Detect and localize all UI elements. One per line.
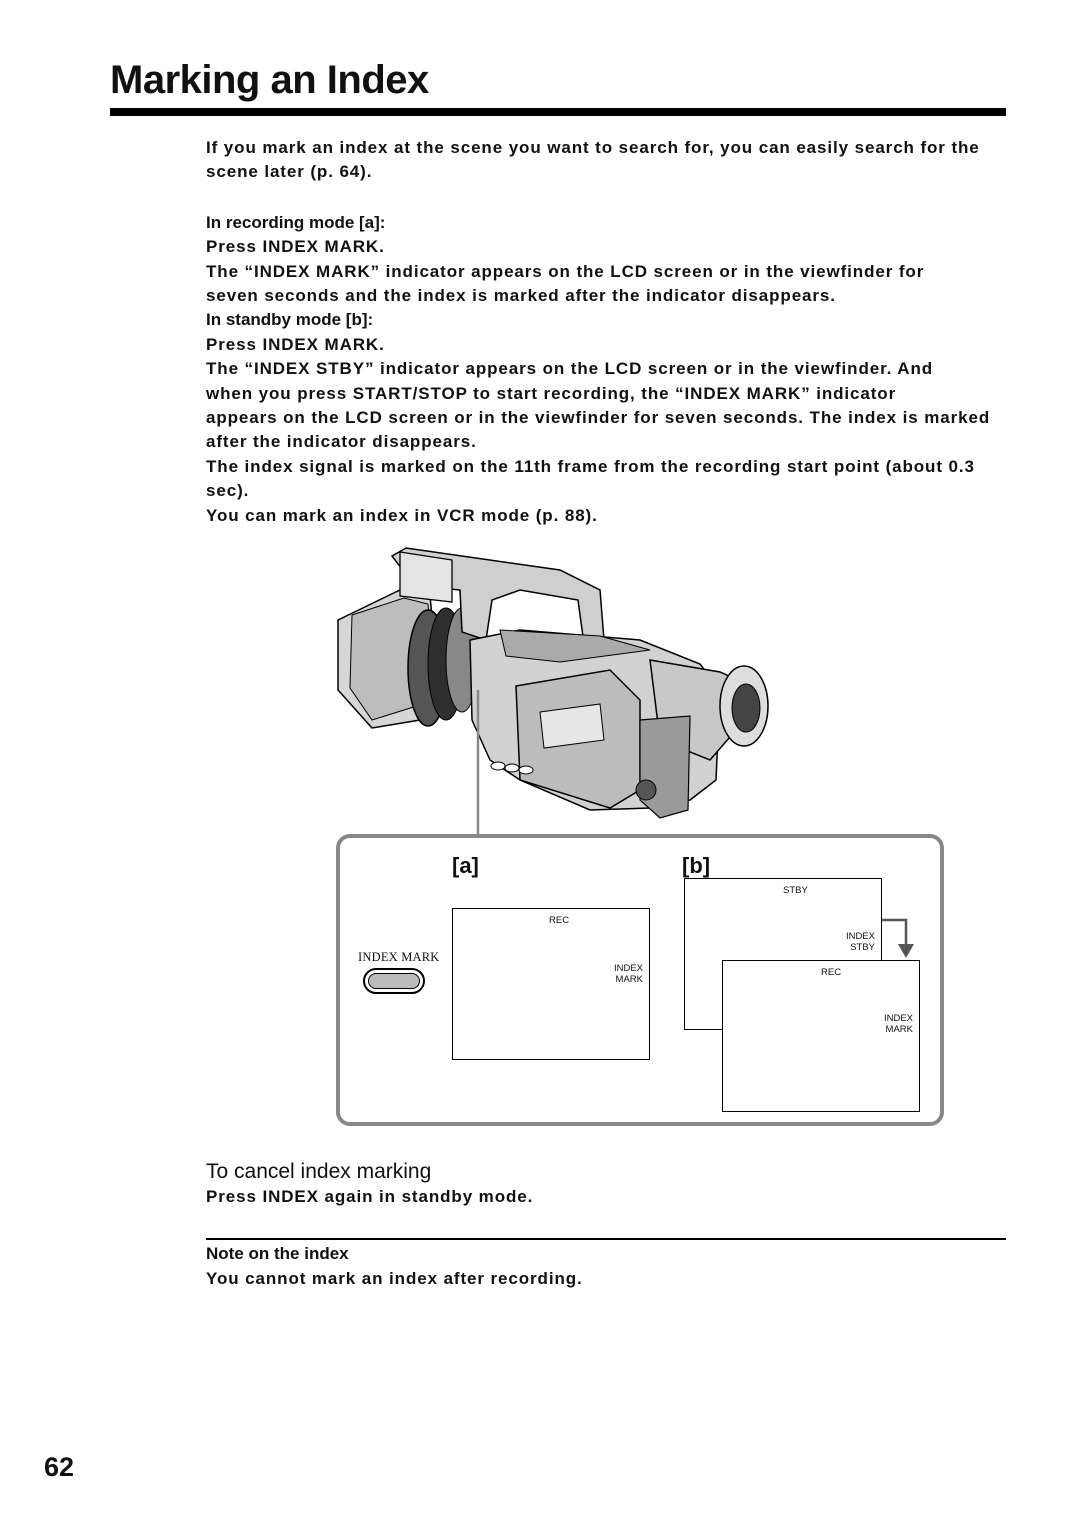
screen-b2-mark: MARK bbox=[885, 1024, 913, 1035]
standby-line-2: when you press START/STOP to start recording, the “INDEX MARK” indicator bbox=[206, 383, 897, 403]
screen-b1-stby2: STBY bbox=[850, 942, 875, 953]
standby-line-1: The “INDEX STBY” indicator appears on the LCD screen or in the viewfinder. And bbox=[206, 359, 934, 379]
recording-action: Press INDEX MARK. bbox=[206, 237, 385, 257]
screen-a bbox=[452, 908, 650, 1060]
screen-a-mark: MARK bbox=[615, 974, 643, 985]
standby-line-3: appears on the LCD screen or in the viewfinder for seven seconds. The index is marked bbox=[206, 408, 991, 428]
screen-b-recording bbox=[722, 960, 920, 1112]
screen-b2-index: INDEX bbox=[883, 1013, 913, 1024]
recording-line-2: seven seconds and the index is marked after the indicator disappears. bbox=[206, 286, 836, 306]
note-title: Note on the index bbox=[206, 1244, 349, 1263]
screen-a-index: INDEX bbox=[613, 963, 643, 974]
label-b: [b] bbox=[682, 853, 711, 878]
screen-b1-stby: STBY bbox=[783, 885, 808, 896]
note-text: You cannot mark an index after recording. bbox=[206, 1269, 583, 1288]
screen-a-rec: REC bbox=[549, 915, 570, 926]
standby-action: Press INDEX MARK. bbox=[206, 334, 385, 354]
intro-line-2: scene later (p. 64). bbox=[206, 162, 373, 182]
recording-heading: In recording mode [a]: bbox=[206, 212, 386, 232]
page-number: 62 bbox=[44, 1452, 75, 1482]
intro-line-1: If you mark an index at the scene you want to search for, you can easily search for the bbox=[206, 138, 980, 157]
standby-heading: In standby mode [b]: bbox=[206, 310, 374, 330]
signal-line-2: sec). bbox=[206, 481, 250, 501]
screen-b1-index: INDEX bbox=[845, 931, 875, 942]
index-mark-button[interactable] bbox=[363, 968, 425, 994]
standby-line-4: after the indicator disappears. bbox=[206, 432, 477, 452]
page-title: Marking an Index bbox=[110, 58, 429, 102]
cancel-text: Press INDEX again in standby mode. bbox=[206, 1187, 534, 1206]
recording-line-1: The “INDEX MARK” indicator appears on the LCD screen or in the viewfinder for bbox=[206, 261, 925, 281]
index-mark-button-label: INDEX MARK bbox=[358, 950, 440, 964]
cancel-title: To cancel index marking bbox=[206, 1160, 432, 1183]
vcr-note: You can mark an index in VCR mode (p. 88). bbox=[206, 505, 598, 525]
label-a: [a] bbox=[452, 853, 479, 878]
signal-line-1: The index signal is marked on the 11th frame from the recording start point (about 0.3 bbox=[206, 456, 975, 476]
transition-arrow-icon bbox=[880, 912, 920, 962]
screen-b2-rec: REC bbox=[821, 967, 842, 978]
note-rule bbox=[206, 1238, 1006, 1240]
